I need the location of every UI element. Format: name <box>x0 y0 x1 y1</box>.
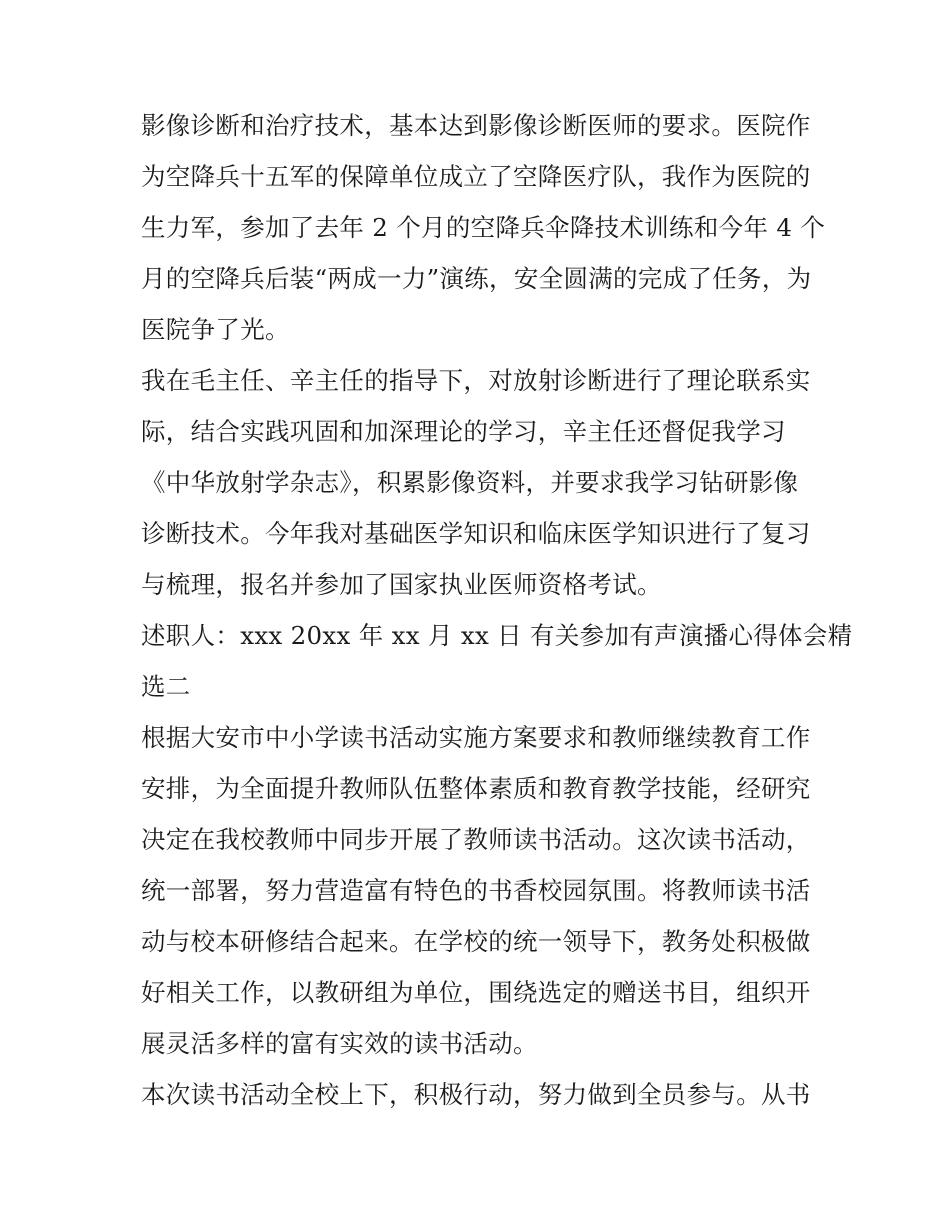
text-line: 本次读书活动全校上下，积极行动，努力做到全员参与。从书 <box>141 1080 811 1109</box>
paragraph-imaging-diagnosis <box>141 100 826 355</box>
text-line: 我在毛主任、辛主任的指导下，对放射诊断进行了理论联系实 <box>141 366 811 395</box>
text-line: 际，结合实践巩固和加深理论的学习，辛主任还督促我学习 <box>141 417 786 446</box>
text-line: 决定在我校教师中同步开展了教师读书活动。这次读书活动， <box>141 825 811 854</box>
text-line: 展灵活多样的富有实效的读书活动。 <box>141 1029 538 1058</box>
text-line: 述职人：xxx 20xx 年 xx 月 xx 日 有关参加有声演播心得体会精 <box>141 621 853 650</box>
text-line: 统一部署，努力营造富有特色的书香校园氛围。将教师读书活 <box>141 876 811 905</box>
text-line: 生力军，参加了去年 2 个月的空降兵伞降技术训练和今年 4 个 <box>141 213 826 242</box>
paragraph-signature-heading <box>141 610 853 712</box>
text-line: 与梳理，报名并参加了国家执业医师资格考试。 <box>141 570 662 599</box>
text-line: 月的空降兵后装“两成一力”演练，安全圆满的完成了任务，为 <box>141 264 812 293</box>
text-line: 安排，为全面提升教师队伍整体素质和教育教学技能，经研究 <box>141 774 811 803</box>
paragraph-radiology-study <box>141 355 821 610</box>
text-line: 诊断技术。今年我对基础医学知识和临床医学知识进行了复习 <box>141 519 811 548</box>
text-line: 为空降兵十五军的保障单位成立了空降医疗队，我作为医院的 <box>141 162 811 191</box>
text-line: 影像诊断和治疗技术，基本达到影像诊断医师的要求。医院作 <box>141 111 811 140</box>
document-body <box>141 100 853 1120</box>
paragraph-full-participation <box>141 1069 821 1120</box>
text-line: 《中华放射学杂志》，积累影像资料，并要求我学习钻研影像 <box>141 468 799 497</box>
text-line: 好相关工作，以教研组为单位，围绕选定的赠送书目，组织开 <box>141 978 811 1007</box>
text-line: 医院争了光。 <box>141 315 290 344</box>
paragraph-reading-activity <box>141 712 821 1069</box>
text-line: 根据大安市中小学读书活动实施方案要求和教师继续教育工作 <box>141 723 811 752</box>
text-line: 动与校本研修结合起来。在学校的统一领导下，教务处积极做 <box>141 927 811 956</box>
text-line: 选二 <box>141 672 191 701</box>
